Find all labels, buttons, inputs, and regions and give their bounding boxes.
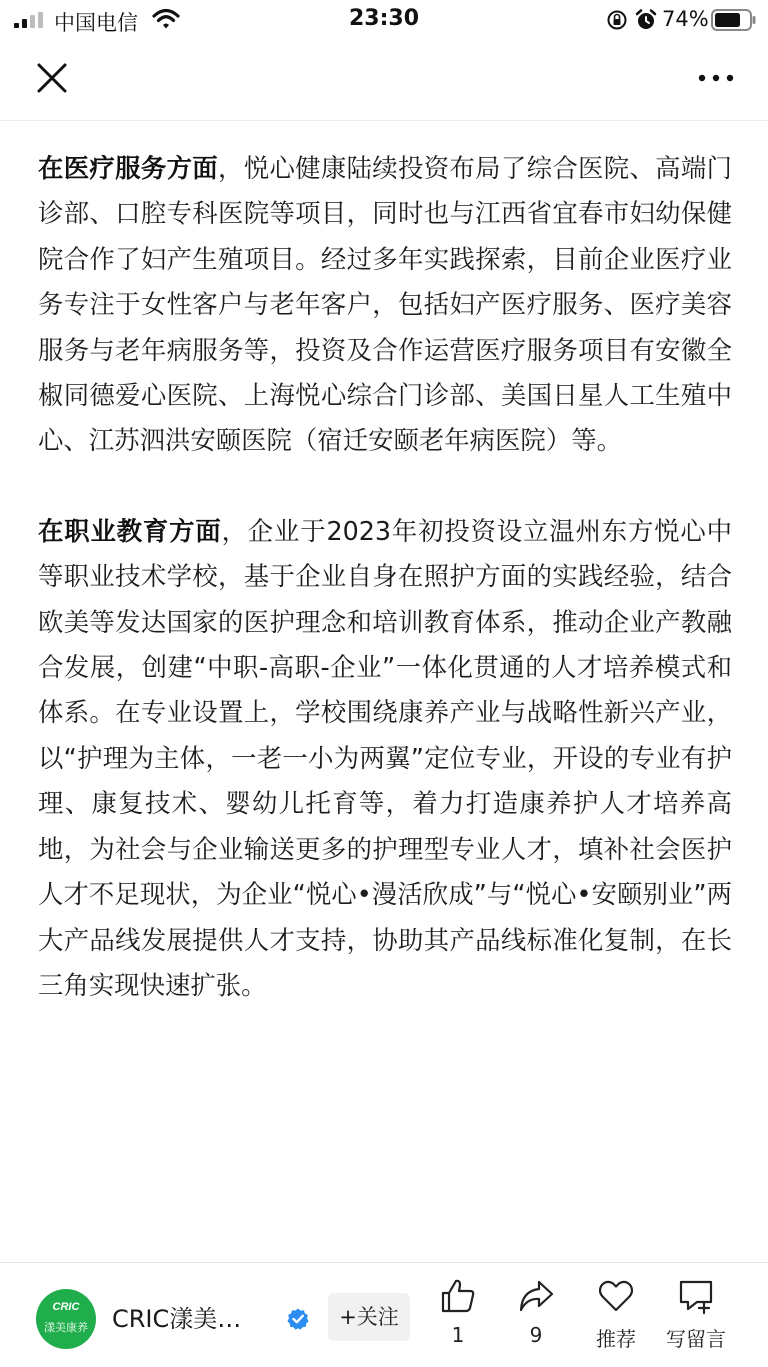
avatar-brand-text: 漾美康养 [44,1321,88,1334]
rotation-lock-icon [606,9,628,31]
paragraph-heading-medical: 在医疗服务方面 [38,153,219,183]
carrier-name: 中国电信 [54,11,138,35]
alarm-icon [634,8,658,32]
like-button[interactable] [418,1277,498,1347]
article-paragraph-education [38,509,732,1008]
account-name[interactable]: CRIC漾美… [112,1305,242,1333]
article-body [38,146,732,1008]
paragraph-text-medical: ，悦心健康陆续投资布局了综合医院、高端门诊部、口腔专科医院等项目，同时也与江西省宜春市妇幼保健院合作了妇产生殖项目。经过多年实践探索，目前企业医疗业务专注于女性客户与老年客户，包括妇产医疗服务、医疗美容服务与老年病服务等，投资及合作运营医疗服务项目有安徽全椒同德爱心医院、上海悦心综合门诊部、美国日星人工生殖中心、江苏泗洪安颐医院（宿迁安颐老年病医院）等。 [38,153,733,456]
share-count: 9 [529,1323,543,1347]
follow-button[interactable]: +关注 [328,1293,410,1341]
recommend-label: 推荐 [596,1327,636,1351]
bottom-action-bar [0,1262,768,1367]
comment-icon [677,1277,715,1315]
heart-icon [597,1277,635,1315]
like-count: 1 [451,1323,465,1347]
verified-badge-icon [286,1307,310,1331]
avatar[interactable] [36,1289,96,1349]
recommend-button[interactable] [576,1277,656,1352]
close-icon[interactable] [30,56,74,100]
nav-bar [0,40,768,121]
write-comment-button[interactable] [656,1277,736,1352]
avatar-logo-text: CRIC [52,1301,80,1313]
clock: 23:30 [348,6,420,31]
status-bar [0,0,768,40]
battery-icon [711,9,757,31]
paragraph-text-education: ，企业于2023年初投资设立温州东方悦心中等职业技术学校，基于企业自身在照护方面的实践经验，结合欧美等发达国家的医护理念和培训教育体系，推动企业产教融合发展，创建“中职-高职-企业”一体化贯通的人才培养模式和体系。在专业设置上，学校围绕康养产业与战略性新兴产业，以“护理为主体，一老一小为两翼”定位专业，开设的专业有护理、康复技术、婴幼儿托育等，着力打造康养护人才培养高地，为社会与企业输送更多的护理型专业人才，填补社会医护人才不足现状，为企业“悦心•漫活欣成”与“悦心•安颐别业”两大产品线发展提供人才支持，协助其产品线标准化复制，在长三角实现快速扩张。 [38,515,733,1000]
battery-percent: 74% [662,7,709,31]
paragraph-heading-education: 在职业教育方面 [38,515,222,546]
thumbs-up-icon [439,1277,477,1315]
article-paragraph-medical [38,146,732,464]
more-icon[interactable] [690,60,742,96]
write-comment-label: 写留言 [666,1327,726,1351]
share-icon [517,1277,555,1315]
share-button[interactable] [496,1277,576,1347]
